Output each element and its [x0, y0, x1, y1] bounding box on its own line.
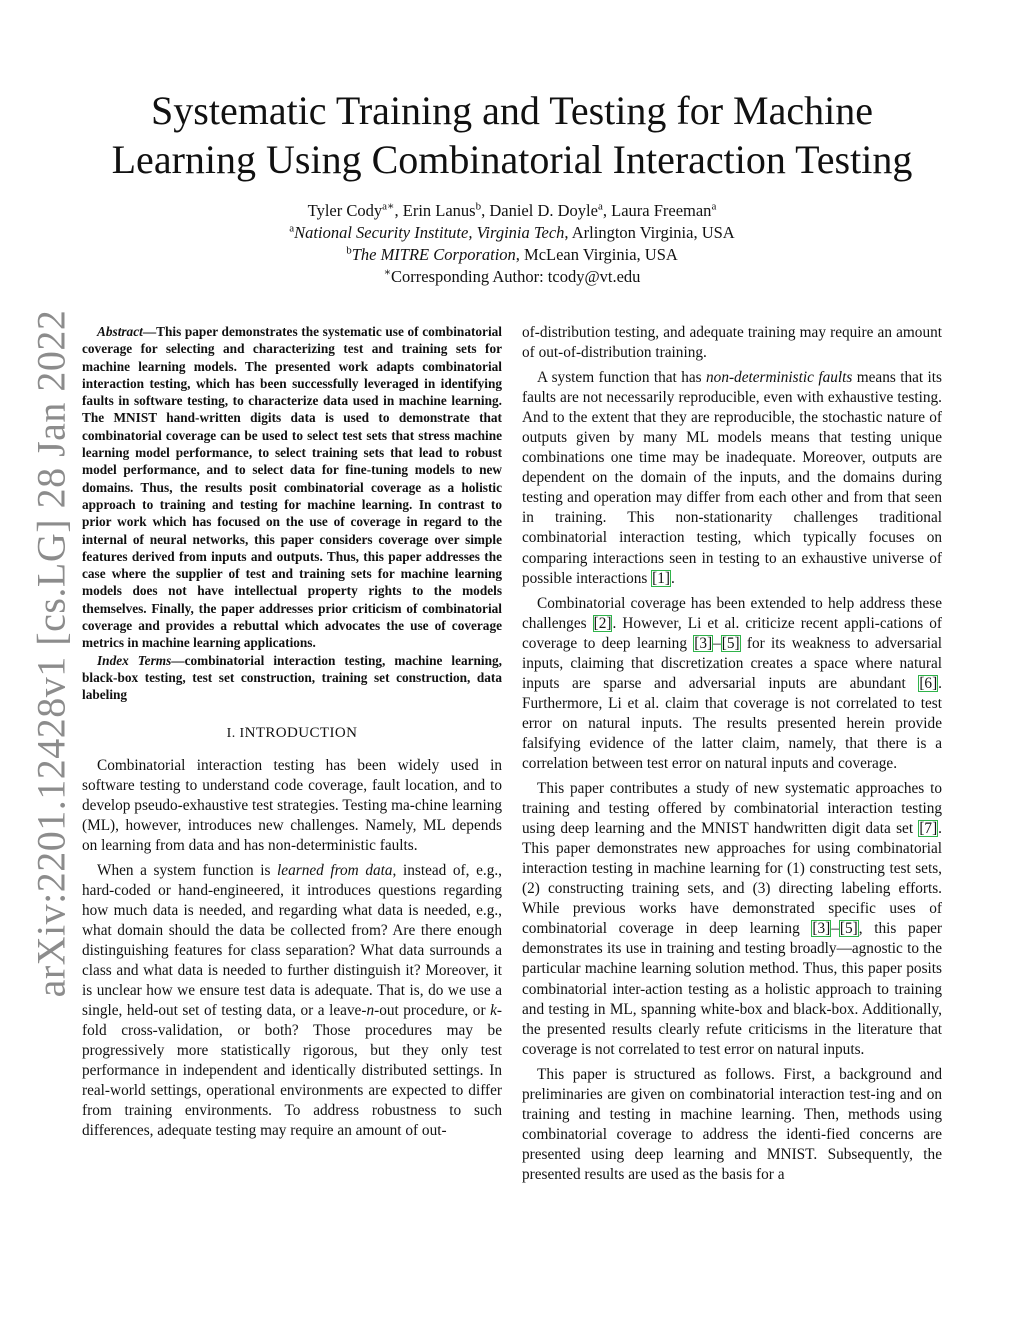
text-run: means that its faults are not necessarily reproducible, even with exhaustive testing. And to the extent that they are reproducible, the stochastic nature of outputs given by many ML models means that testing unique combinations one time may be inadequate. Moreover, outputs are dependent on the domain of the inputs, and the domains during testing and operation may differ from each other and from that seen in training. This non-stationarity challenges traditional combinatorial interaction testing, which typically focuses on comparing interactions seen in testing to an exhaustive universe of possible interactions: [522, 369, 942, 587]
citation-link[interactable]: [2]: [593, 614, 612, 632]
section-title-rest: NTRODUCTION: [244, 724, 358, 741]
body-paragraph: This paper is structured as follows. First, a background and preliminaries are given on combinatorial interaction test-ing and on training and testing in machine learning. Then, methods using combinatorial coverage to address the identi-fied concerns are presented using deep learning and MNIST. Subsequently, the presented results are used as the basis for a: [522, 1065, 942, 1183]
section-numeral: I.: [226, 725, 240, 741]
author-name: Erin Lanus: [402, 201, 476, 220]
text-run: -out procedure, or: [374, 1002, 491, 1020]
author-mark: b: [475, 200, 482, 213]
author-block: [82, 200, 942, 288]
author-list: [82, 200, 942, 222]
text-run: This paper contributes a study of new systematic approaches to training and testing offered by combinatorial interaction testing using deep learning and the MNIST handwritten digit data set: [522, 780, 942, 838]
index-terms-text: —combinatorial interaction testing, machine learning, black-box testing, test set construction, training set construction, data labeling: [82, 652, 502, 703]
right-column: [522, 323, 942, 1185]
author-separator: ,: [602, 201, 612, 220]
title-line-1: Systematic Training and Testing for Machine: [151, 88, 873, 133]
abstract-text: —This paper demonstrates the systematic use of combinatorial coverage for selecting and characterizing test and training sets for machine learning models. The presented work adapts combinatorial interaction testing, which has been successfully leveraged in identifying faults in software testing, to characterize data used in machine learning. The MNIST hand-written digits data is used to demonstrate that combinatorial coverage can be used to select test sets that stress machine learning model performance, to select training sets that lead to robust model performance, and to select data for fine-tuning models to new domains. Thus, the results posit combinatorial coverage as a holistic approach to training and testing for machine learning. In contrast to prior work which has focused on the use of coverage in regard to the internal of neural networks, this paper considers coverage over simple features derived from inputs and outputs. Thus, this paper addresses the case where the supplier of test and training sets for machine learning models does not have intellectual property rights to the models themselves. Finally, the paper addresses prior criticism of combinatorial coverage and provides a rebuttal which advocates the use of coverage metrics in machine learning applications.: [82, 324, 502, 651]
citation-link[interactable]: [7]: [919, 820, 938, 838]
affiliation-org: National Security Institute, Virginia Tech: [294, 223, 565, 242]
title-line-2: Learning Using Combinatorial Interaction Testing: [111, 137, 913, 182]
text-run: When a system function is: [97, 861, 278, 879]
corresponding-mark: ∗: [383, 266, 392, 279]
affiliation-mark: b: [346, 244, 352, 257]
text-run: -fold cross-validation, or both? Those procedures may be progressively more statistically rigorous, but they only test performance in independent and identically distributed settings. In real-world settings, operational environments are expected to differ from training environments. To address robustness to such differences, adequate testing may require an amount of out-: [82, 1002, 502, 1140]
text-run: , this paper demonstrates its use in training and testing broadly—agnostic to the particular machine learning solution method. Thus, this paper posits combinatorial inter-action testing as a holistic approach to training and testing in ML, spanning white-box and black-box. Additionally, the presented results clearly refute criticisms in the literature that coverage is not correlated to test error on natural inputs.: [522, 920, 943, 1058]
text-run: for its weakness to adversarial inputs, claiming that discretization creates a space where natural inputs are sparse and adversarial inputs are abundant: [522, 634, 943, 692]
arxiv-identifier-stamp: [16, 309, 86, 997]
author-separator: ,: [394, 201, 403, 220]
author-mark: a: [711, 200, 717, 213]
section-title-initial: I: [239, 725, 245, 741]
abstract: [82, 323, 502, 652]
math-variable: k: [490, 1002, 497, 1020]
body-paragraph: of-distribution testing, and adequate training may require an amount of out-of-distribution training.: [522, 324, 942, 362]
text-run: –: [831, 920, 839, 938]
text-run: –: [713, 634, 721, 652]
affiliation-mark: a: [289, 222, 295, 235]
body-paragraph: [522, 779, 942, 1060]
citation-link[interactable]: [3]: [694, 634, 713, 652]
affiliation-2: [82, 244, 942, 266]
math-variable: n: [366, 1002, 375, 1020]
index-terms: [82, 652, 502, 704]
text-run: .: [671, 569, 675, 587]
text-run: . However, Li et al. criticize recent appli-cations of coverage to deep learning: [522, 614, 942, 652]
citation-link[interactable]: [5]: [721, 634, 740, 652]
author-mark: a∗: [382, 200, 395, 213]
author-name: Laura Freeman: [611, 201, 712, 220]
citation-link[interactable]: [5]: [839, 920, 858, 938]
citation-link[interactable]: [6]: [919, 674, 938, 692]
index-terms-label: Index Terms: [97, 652, 172, 668]
emphasis: learned from data: [277, 861, 393, 879]
emphasis: non-deterministic faults: [706, 369, 853, 387]
corresponding-author: [82, 266, 942, 288]
corresponding-email: Corresponding Author: tcody@vt.edu: [391, 267, 641, 286]
abstract-label: Abstract: [97, 324, 143, 339]
arxiv-id-text: arXiv:2201.12428v1 [cs.LG] 28 Jan 2022: [28, 309, 74, 997]
affiliation-org: The MITRE Corporation: [351, 245, 516, 264]
body-paragraph: Combinatorial interaction testing has been widely used in software testing to understand code coverage, fault location, and to develop pseudo-exhaustive test strategies. Testing ma-chine learning (ML), however, introduces new challenges. Namely, ML depends on learning from data and has non-deterministic faults.: [82, 756, 502, 854]
text-run: , instead of, e.g., hard-coded or hand-engineered, it introduces questions regarding how much data is needed, and regarding what data is needed, e.g., what domain should the data be collected from? Are there enough distinguishing features for class separation? What data surrounds a class and what data is needed to further distinguish it? Moreover, it is unclear how we ensure test data is adequate. That is, do we use a single, held-out set of testing data, or a leave-: [82, 861, 502, 1020]
affiliation-location: , McLean Virginia, USA: [515, 245, 678, 264]
paper-title: [82, 86, 942, 184]
text-run: A system function that has: [537, 369, 707, 387]
left-column: [82, 323, 502, 1141]
section-heading: [82, 723, 502, 744]
author-name: Daniel D. Doyle: [489, 201, 598, 220]
citation-link[interactable]: [3]: [812, 920, 831, 938]
author-name: Tyler Cody: [307, 201, 383, 220]
body-paragraph: [522, 594, 942, 774]
author-mark: a: [597, 200, 603, 213]
text-run: . Furthermore, Li et al. claim that coverage is not correlated to test error on natural inputs. The results presented herein provide falsifying evidence of the latter claim, namely, that there is a correlation between test error on natural inputs and coverage.: [522, 674, 942, 772]
text-run: . This paper demonstrates new approaches for using combinatorial interaction testing in machine learning for (1) constructing test sets, (2) constructing training sets, and (3) directing labeling efforts. While previous works have demonstrated specific uses of combinatorial coverage in deep learning: [522, 820, 942, 938]
citation-link[interactable]: [1]: [652, 569, 670, 587]
body-paragraph: [522, 368, 942, 589]
text-run: Combinatorial coverage has been extended to help address these challenges: [522, 594, 942, 632]
affiliation-location: , Arlington Virginia, USA: [564, 223, 735, 242]
author-separator: ,: [481, 201, 490, 220]
body-paragraph: [82, 861, 502, 1142]
affiliation-1: [82, 222, 942, 244]
